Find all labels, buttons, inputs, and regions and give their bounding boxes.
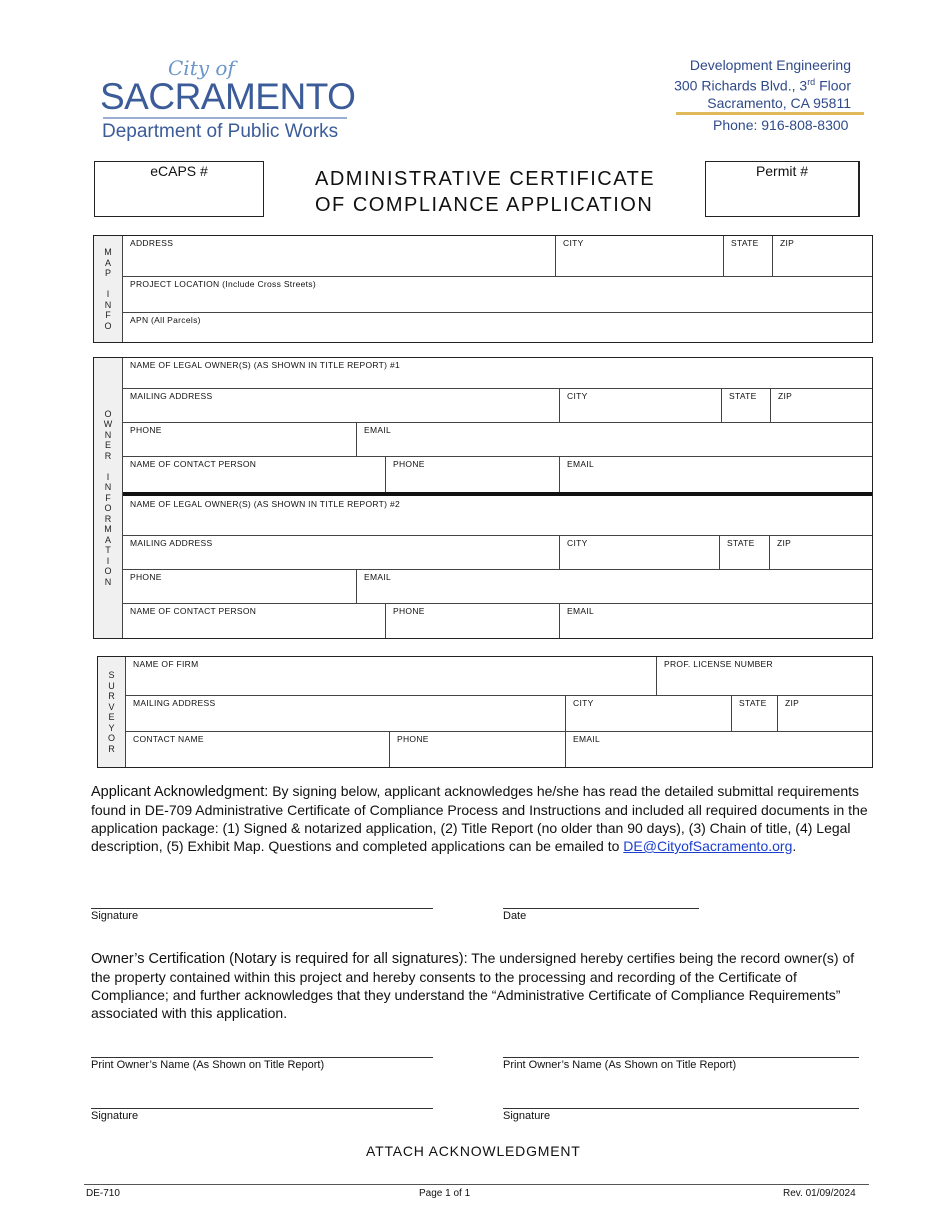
map-state-field[interactable]: STATE xyxy=(731,238,759,248)
owner2-zip-field[interactable]: ZIP xyxy=(777,538,792,548)
address-rule xyxy=(676,112,864,115)
email-link[interactable]: DE@CityofSacramento.org xyxy=(623,838,793,854)
surveyor-phone-field[interactable]: PHONE xyxy=(397,734,429,744)
side-letter: N xyxy=(104,429,112,440)
side-letter: O xyxy=(104,320,112,331)
surveyor-email-field[interactable]: EMAIL xyxy=(573,734,601,744)
side-letter: F xyxy=(105,310,111,320)
side-letter: I xyxy=(106,471,110,482)
owner1-contact-email-field[interactable]: EMAIL xyxy=(567,459,595,469)
surveyor-section xyxy=(97,656,873,768)
form-number: DE-710 xyxy=(86,1188,120,1199)
owner1-contact-field[interactable]: NAME OF CONTACT PERSON xyxy=(130,459,257,469)
owner-signature-line-left[interactable] xyxy=(91,1108,433,1109)
map-info-section xyxy=(93,235,873,343)
side-letter: N xyxy=(104,576,112,587)
print-name-line-left[interactable] xyxy=(91,1057,433,1058)
surveyor-state-field[interactable]: STATE xyxy=(739,698,767,708)
owner-signature-label-right: Signature xyxy=(503,1110,551,1122)
office-street: 300 Richards Blvd., 3rd Floor xyxy=(674,77,851,94)
surveyor-firm-field[interactable]: NAME OF FIRM xyxy=(133,659,199,669)
attach-acknowledgment: ATTACH ACKNOWLEDGMENT xyxy=(366,1143,581,1159)
owner-info-side-label xyxy=(94,358,123,638)
owner1-mailing-field[interactable]: MAILING ADDRESS xyxy=(130,391,213,401)
owner2-contact-field[interactable]: NAME OF CONTACT PERSON xyxy=(130,606,257,616)
owner1-state-field[interactable]: STATE xyxy=(729,391,757,401)
owner-signature-label-left: Signature xyxy=(91,1110,139,1122)
side-letter: T xyxy=(105,545,111,556)
side-letter: R xyxy=(104,513,112,524)
footer-rule xyxy=(84,1184,869,1185)
owner1-name-field[interactable]: NAME OF LEGAL OWNER(S) (AS SHOWN IN TITLE REPORT) #1 xyxy=(130,360,401,370)
surveyor-city-field[interactable]: CITY xyxy=(573,698,594,708)
side-letter: R xyxy=(108,691,115,701)
applicant-signature-label: Signature xyxy=(91,910,139,922)
date-label: Date xyxy=(503,910,527,922)
owner2-name-field[interactable]: NAME OF LEGAL OWNER(S) (AS SHOWN IN TITLE REPORT) #2 xyxy=(130,499,401,509)
side-letter: O xyxy=(107,733,115,743)
ecaps-box[interactable] xyxy=(94,161,264,217)
side-letter: P xyxy=(104,268,111,278)
side-letter: A xyxy=(104,257,111,268)
side-letter xyxy=(107,461,110,472)
ecaps-label: eCAPS # xyxy=(150,163,208,179)
side-letter: R xyxy=(108,743,115,754)
date-line[interactable] xyxy=(503,908,699,909)
side-letter: E xyxy=(104,440,111,451)
side-letter: N xyxy=(104,299,112,310)
side-letter: U xyxy=(108,680,115,691)
applicant-acknowledgment: Applicant Acknowledgment: By signing below, applicant acknowledges he/she has read the detailed submittal requirements found in DE-709 Administrative Certificate of Compliance Process and Instructions and included all required documents in the application package: (1) Signed & notarized application, (2) Title Report (no older than 90 days), (3) Chain of title, (4) Legal description, (5) Exhibit Map. Questions and completed applications can be emailed to DE@CityofSacramento.org. xyxy=(91,783,868,854)
owner2-contact-email-field[interactable]: EMAIL xyxy=(567,606,595,616)
office-city: Sacramento, CA 95811 xyxy=(707,94,851,111)
owner-signature-line-right[interactable] xyxy=(503,1108,859,1109)
owner2-contact-phone-field[interactable]: PHONE xyxy=(393,606,425,616)
logo-rule xyxy=(103,117,347,119)
apn-field[interactable]: APN (All Parcels) xyxy=(130,315,201,325)
office-address xyxy=(591,57,851,112)
owner2-mailing-field[interactable]: MAILING ADDRESS xyxy=(130,538,213,548)
side-letter: R xyxy=(104,450,112,461)
permit-box[interactable] xyxy=(705,161,860,217)
map-info-side-label xyxy=(94,236,123,342)
office-name: Development Engineering xyxy=(689,57,851,73)
owner-certification: Owner’s Certification (Notary is required for all signatures): The undersigned hereby certifies being the record owner(s) of the property contained within this project and hereby consents to the processing and recording of the Certificate of Compliance; and further acknowledges that they understand the “Administrative Certificate of Compliance Requirements” associated with this application. xyxy=(91,950,855,1021)
side-letter: F xyxy=(105,492,111,503)
map-city-field[interactable]: CITY xyxy=(563,238,584,248)
surveyor-side-label xyxy=(98,657,126,767)
side-letter xyxy=(107,279,110,290)
side-letter: N xyxy=(104,482,112,493)
page-number: Page 1 of 1 xyxy=(419,1188,471,1199)
logo-department: Department of Public Works xyxy=(102,121,339,142)
owner2-email-field[interactable]: EMAIL xyxy=(364,572,392,582)
surveyor-contact-field[interactable]: CONTACT NAME xyxy=(133,734,204,744)
surveyor-zip-field[interactable]: ZIP xyxy=(785,698,800,708)
side-letter: M xyxy=(104,247,112,257)
logo-city-of: City of xyxy=(168,56,235,80)
owner-info-section xyxy=(93,357,873,639)
surveyor-mailing-field[interactable]: MAILING ADDRESS xyxy=(133,698,216,708)
revision-date: Rev. 01/09/2024 xyxy=(783,1188,856,1199)
side-letter: I xyxy=(106,289,110,299)
print-name-line-right[interactable] xyxy=(503,1057,859,1058)
print-name-label-left: Print Owner’s Name (As Shown on Title Report) xyxy=(91,1059,325,1071)
owner2-phone-field[interactable]: PHONE xyxy=(130,572,162,582)
owner1-city-field[interactable]: CITY xyxy=(567,391,588,401)
side-letter: V xyxy=(108,701,115,712)
side-letter: O xyxy=(104,566,112,577)
side-letter: O xyxy=(104,408,112,419)
logo-sacramento: SACRAMENTO xyxy=(100,76,356,117)
project-location-field[interactable]: PROJECT LOCATION (Include Cross Streets) xyxy=(130,279,316,289)
side-letter: I xyxy=(106,555,110,566)
owner1-phone-field[interactable]: PHONE xyxy=(130,425,162,435)
side-letter: W xyxy=(103,419,113,430)
map-address-field[interactable]: ADDRESS xyxy=(130,238,174,248)
form-title: ADMINISTRATIVE CERTIFICATE OF COMPLIANCE APPLICATION xyxy=(315,168,656,216)
owner1-email-field[interactable]: EMAIL xyxy=(364,425,392,435)
office-phone: Phone: 916-808-8300 xyxy=(713,117,849,133)
owner2-state-field[interactable]: STATE xyxy=(727,538,755,548)
side-letter: Y xyxy=(108,722,115,733)
owner1-contact-phone-field[interactable]: PHONE xyxy=(393,459,425,469)
owner1-zip-field[interactable]: ZIP xyxy=(778,391,793,401)
owner2-city-field[interactable]: CITY xyxy=(567,538,588,548)
side-letter: M xyxy=(104,524,112,535)
applicant-signature-line[interactable] xyxy=(91,908,433,909)
side-letter: E xyxy=(108,712,115,722)
side-letter: A xyxy=(104,534,111,545)
side-letter: S xyxy=(108,670,115,680)
print-name-label-right: Print Owner’s Name (As Shown on Title Report) xyxy=(503,1059,737,1071)
permit-label: Permit # xyxy=(755,163,809,179)
map-zip-field[interactable]: ZIP xyxy=(780,238,795,248)
side-letter: O xyxy=(104,503,112,514)
surveyor-license-field[interactable]: PROF. LICENSE NUMBER xyxy=(664,659,773,669)
